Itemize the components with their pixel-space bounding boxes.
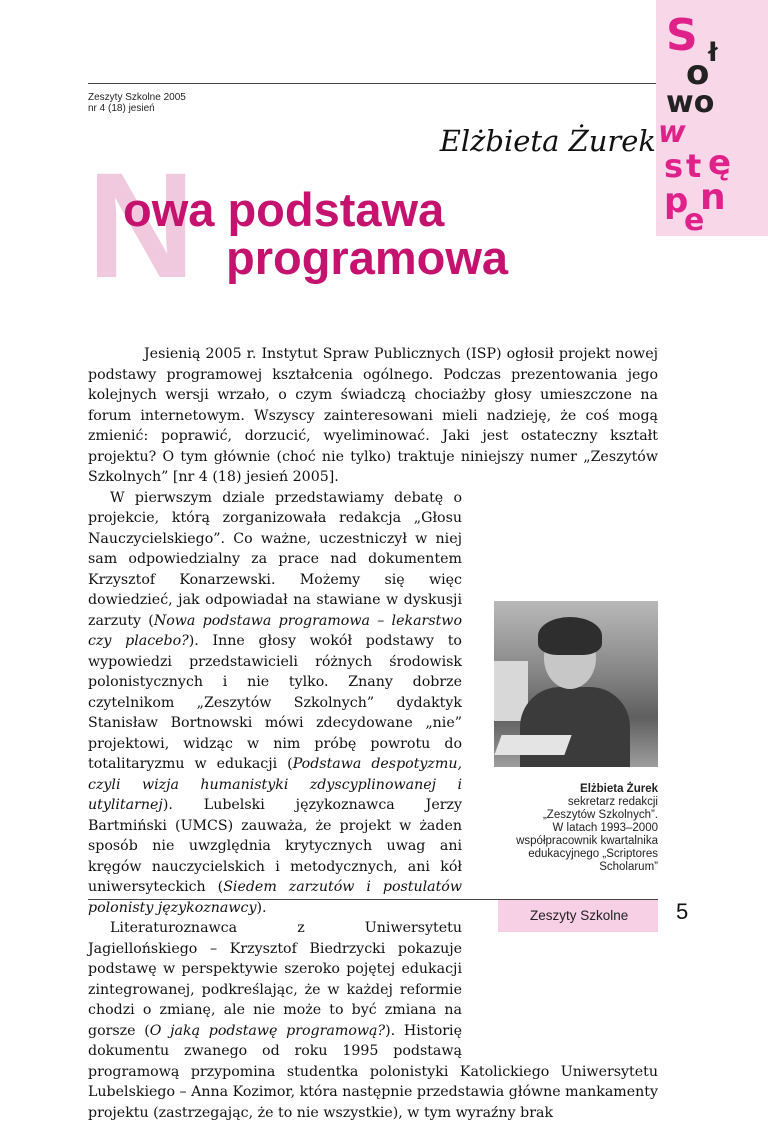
- paragraph: Jesienią 2005 r. Instytut Spraw Publicznych (ISP) ogłosił projekt nowej podstawy programowej kształcenia ogólnego. Podczas prezentowania jego kolejnych wersji wrzało, o czym świadczą chociażby głosy umieszczone na forum internetowym. Wszyscy zainteresowani mieli nadzieję, że coś mogą zmienić: poprawić, dorzucić, wyeliminować. Jaki jest ostateczny kształt projektu? O tym głównie (choć nie tylko) traktuje niniejszy numer „Zeszytów Szkolnych” [nr 4 (18) jesień 2005].: [88, 346, 658, 485]
- page-number: 5: [676, 899, 689, 924]
- author-photo: [494, 601, 658, 767]
- cited-title: Siedem zarzutów i postulatów polonisty językoznawcy: [88, 879, 462, 916]
- caption-line: współpracownik kwartalnika: [516, 835, 658, 847]
- badge-letter: w: [658, 115, 686, 150]
- title-line-2: programowa: [226, 231, 509, 284]
- photo-torso: [520, 687, 630, 767]
- footer-journal: Zeszyty Szkolne: [530, 908, 629, 923]
- photo-caption: [474, 783, 658, 874]
- title-line-1: owa podstawa: [123, 183, 445, 236]
- author-figure: [474, 601, 658, 874]
- article-title: [123, 183, 509, 284]
- badge-letter: o: [686, 53, 710, 93]
- caption-line: W latach 1993–2000: [552, 822, 658, 834]
- caption-line: „Zeszytów Szkolnych”.: [542, 809, 658, 821]
- badge-letter: s: [664, 147, 684, 185]
- badge-letter: ę: [708, 143, 732, 183]
- badge-letter: n: [700, 177, 726, 218]
- article-author: Elżbieta Żurek: [439, 124, 656, 158]
- photo-keyboard: [494, 735, 571, 755]
- caption-line: edukacyjnego „Scriptores: [528, 848, 658, 860]
- issue-line-2: nr 4 (18) jesień: [88, 103, 155, 114]
- cited-title: Nowa podstawa programowa – lekarstwo czy placebo?: [88, 612, 462, 649]
- issue-line-1: Zeszyty Szkolne 2005: [88, 92, 186, 103]
- header-rule: [88, 83, 658, 84]
- cited-title: O jaką podstawę programową?: [149, 1022, 386, 1039]
- cited-title: Podstawa despotyzmu, czyli wizja humanistyki zdyscyplinowanej i utylitarnej: [88, 756, 463, 813]
- section-badge: [656, 0, 768, 236]
- badge-letter: t: [686, 147, 702, 185]
- caption-line: Scholarum”: [599, 861, 658, 873]
- caption-name: Elżbieta Żurek: [580, 783, 658, 795]
- paragraph: Literaturoznawca z Uniwersytetu Jagiellońskiego – Krzysztof Biedrzycki pokazuje podstawę w perspektywie szeroko pojętej edukacji zintegrowanej, podkreślając, że w każdej reformie chodzi o zmianę, ale nie może to być zmiana na gorsze (O jaką podstawę programową?). Historię dokumentu zwanego od roku 1995 podstawą programową przypomina studentka polonistyki Katolickiego Uniwersytetu Lubelskiego – Anna Kozimor, która następnie przedstawia główne mankamenty projektu (zastrzegając, że to nie wszystkie), w tym wyraźny brak: [88, 920, 658, 1121]
- badge-letter: e: [684, 203, 705, 238]
- badge-letter: p: [664, 181, 689, 221]
- badge-letter: wo: [666, 85, 715, 120]
- title-dropcap: N: [87, 141, 196, 309]
- badge-letter: ł: [708, 38, 718, 68]
- photo-hair: [538, 617, 602, 655]
- badge-letter: S: [666, 10, 698, 61]
- paragraph: W pierwszym dziale przedstawiamy debatę o projekcie, którą zorganizowała redakcja „Głosu Nauczycielskiego”. Co ważne, uczestniczył w niej sam odpowiedzialny za prace nad dokumentem Krzysztof Konarzewski. Możemy się więc dowiedzieć, jak odpowiadał na stawiane w dyskusji zarzuty (Nowa podstawa programowa – lekarstwo czy placebo?). Inne głosy wokół podstawy to wypowiedzi przedstawicieli różnych środowisk polonistycznych i nie tylko. Znany dobrze czytelnikom „Zeszytów Szkolnych” dydaktyk Stanisław Bortnowski mówi zdecydowane „nie” projektowi, widząc w nim próbę powrotu do totalitaryzmu w edukacji (Podstawa despotyzmu, czyli wizja humanistyki zdyscyplinowanej i utylitarnej). Lubelski językoznawca Jerzy Bartmiński (UMCS) zauważa, że projekt w żaden sposób nie uwzględnia krytycznych uwag ani kręgów nauczycielskich i metodycznych, ani kół uniwersyteckich (Siedem zarzutów i postulatów polonisty językoznawcy).: [88, 489, 463, 916]
- issue-info: [88, 92, 186, 114]
- caption-line: sekretarz redakcji: [567, 796, 658, 808]
